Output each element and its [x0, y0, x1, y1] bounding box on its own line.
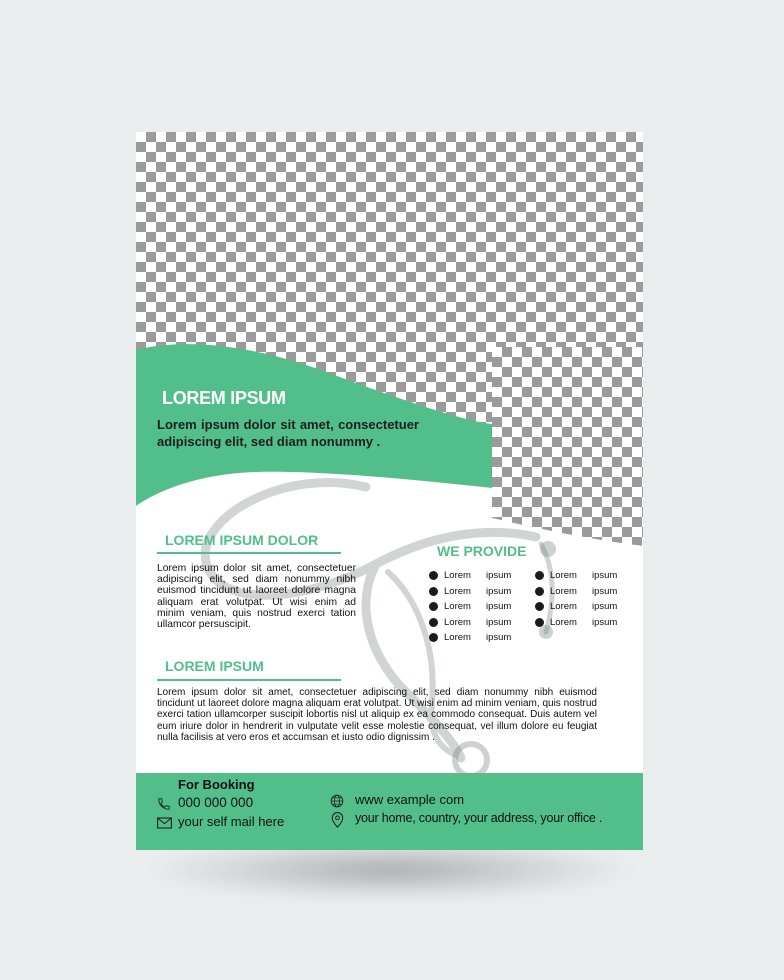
provide-list-right	[535, 568, 617, 630]
hero-body: Lorem ipsum dolor sit amet, consectetuer adipiscing elit, sed diam nonummy .	[157, 417, 419, 449]
mail-address[interactable]: your self mail here	[178, 814, 285, 829]
bullet-dot	[535, 571, 544, 580]
phone-icon	[157, 797, 171, 811]
bullet-dot	[429, 571, 438, 580]
bullet-dot	[429, 633, 438, 642]
list-item: Lorem ipsum	[535, 615, 617, 631]
footer-bar	[136, 773, 643, 850]
hero-title: LOREM IPSUM	[162, 388, 286, 408]
bullet-dot	[429, 602, 438, 611]
address: your home, country, your address, your office .	[355, 811, 603, 825]
list-item: Lorem ipsum	[535, 568, 617, 584]
list-item: Lorem ipsum	[429, 584, 511, 600]
phone-number[interactable]: 000 000 000	[178, 795, 254, 810]
section1-body: Lorem ipsum dolor sit amet, consectetuer adipiscing elit, sed diam nonummy nibh euismod tincidunt ut laoreet dolore magna aliquam erat volutpat. Ut wisi enim ad minim veniam, quis nostrud exerci tation ullamcor persuscipit.	[157, 563, 356, 631]
list-item: Lorem ipsum	[535, 599, 617, 615]
bullet-dot	[429, 587, 438, 596]
mail-icon	[157, 817, 172, 829]
website[interactable]: www example com	[355, 792, 465, 807]
globe-icon	[330, 794, 344, 808]
flyer	[136, 132, 643, 850]
booking-label: For Booking	[178, 777, 255, 792]
bullet-dot	[535, 587, 544, 596]
list-item: Lorem ipsum	[429, 599, 511, 615]
location-pin-icon	[331, 812, 344, 828]
we-provide-title: WE PROVIDE	[437, 543, 527, 559]
list-item: Lorem ipsum	[429, 630, 511, 646]
section2-title: LOREM IPSUM	[165, 658, 264, 674]
section2-underline	[157, 679, 341, 681]
list-item: Lorem ipsum	[535, 584, 617, 600]
section2-body: Lorem ipsum dolor sit amet, consectetuer adipiscing elit, sed diam nonummy nibh euismod tincidunt ut laoreet dolore magna aliquam erat volutpat. Ut wisi enim ad minim veniam, quis nostrud exerci tation ullamcorper suscipit lobortis nisl ut aliquip ex ea commodo consequat. Duis autem vel eum iriure dolor in hendrerit in vulputate velit esse molestie consequat, vel illum dolore eu feugiat nulla facilisis at vero eros et accumsan et iusto odio dignissim .	[157, 687, 597, 743]
list-item: Lorem ipsum	[429, 568, 511, 584]
bullet-dot	[535, 602, 544, 611]
provide-list-left	[429, 568, 511, 646]
bullet-dot	[429, 618, 438, 627]
list-item: Lorem ipsum	[429, 615, 511, 631]
section1-title: LOREM IPSUM DOLOR	[165, 532, 319, 548]
bullet-dot	[535, 618, 544, 627]
section1-underline	[157, 552, 341, 554]
